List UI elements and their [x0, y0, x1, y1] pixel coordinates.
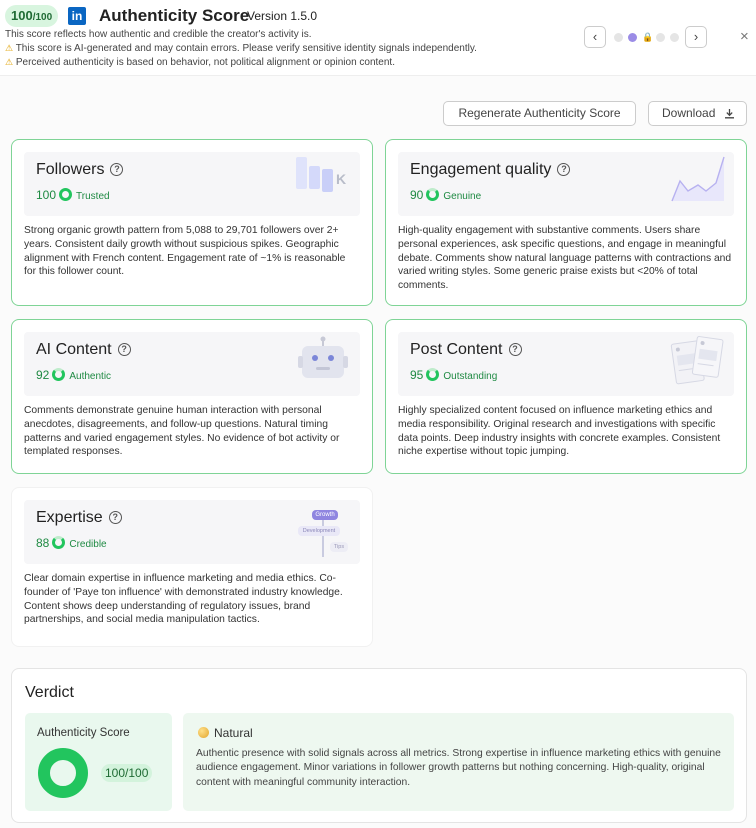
ai-content-score — [36, 368, 111, 382]
warning-icon: ⚠ — [5, 57, 14, 67]
help-icon[interactable]: ? — [118, 343, 131, 356]
header-score-badge — [5, 5, 58, 27]
authenticity-score-value: 100/100 — [101, 764, 152, 782]
post-content-score-value: 95 — [410, 368, 424, 382]
verdict-summary-box — [183, 713, 734, 811]
followers-score — [36, 188, 110, 202]
ai-content-title-text: AI Content — [36, 341, 112, 358]
ai-content-card-header — [24, 332, 360, 396]
engagement-title-text: Engagement quality — [410, 161, 552, 178]
description-text: This score reflects how authentic and credible the creator's activity is. — [5, 29, 312, 40]
opinion-disclaimer-text: Perceived authenticity is based on behavior, not political alignment or opinion content. — [15, 57, 395, 68]
opinion-disclaimer — [5, 57, 395, 68]
post-content-score-label: Outstanding — [443, 371, 498, 382]
help-icon[interactable]: ? — [557, 163, 570, 176]
page-dot[interactable] — [670, 33, 679, 42]
followers-description: Strong organic growth pattern from 5,088 to 29,701 followers over 2+ years. Consistent daily growth without suspicious spikes. Geographic alignment with French content. Engagement rate of ~1% is reasonable for this follower count. — [24, 225, 346, 278]
followers-title — [36, 161, 123, 179]
expertise-title — [36, 509, 122, 527]
post-content-title — [410, 341, 522, 359]
ai-content-title — [36, 341, 131, 359]
followers-card-header — [24, 152, 360, 216]
expertise-title-text: Expertise — [36, 509, 103, 526]
lock-icon: 🔒 — [642, 32, 654, 42]
growth-tag: Growth — [312, 510, 338, 520]
linkedin-icon: in — [68, 7, 86, 25]
prev-button[interactable]: ‹ — [584, 26, 606, 48]
download-button[interactable] — [648, 101, 747, 126]
score-ring-icon — [52, 368, 65, 381]
help-icon[interactable]: ? — [109, 511, 122, 524]
posts-icon — [670, 334, 724, 399]
score-ring-icon — [52, 536, 65, 549]
authenticity-score-label: Authenticity Score — [37, 727, 130, 739]
page-dot[interactable] — [656, 33, 665, 42]
engagement-score-label: Genuine — [443, 191, 482, 202]
post-content-title-text: Post Content — [410, 341, 503, 358]
expertise-score-label: Credible — [69, 539, 107, 550]
header-score-max: /100 — [32, 12, 53, 23]
followers-title-text: Followers — [36, 161, 105, 178]
header-score-value: 100 — [11, 8, 33, 23]
page-dot-active[interactable] — [628, 33, 637, 42]
thousands-k-icon: K — [336, 171, 347, 187]
engagement-trend-icon — [670, 155, 726, 208]
skills-tree-icon — [296, 510, 376, 564]
natural-badge-icon — [198, 727, 209, 738]
verdict-summary-text: Authentic presence with solid signals across all metrics. Strong expertise in influence marketing ethics with genuine audience engagement. Minor variations in follower growth patterns but nothing concerning. High-quality, original content with meaningful community interaction. — [196, 748, 721, 788]
ai-disclaimer-text: This score is AI-generated and may contain errors. Please verify sensitive identity signals independently. — [15, 43, 477, 54]
engagement-score — [410, 188, 481, 202]
help-icon[interactable]: ? — [509, 343, 522, 356]
page-title: Authenticity Score — [99, 6, 250, 25]
close-icon[interactable]: × — [740, 28, 749, 45]
next-button[interactable]: › — [685, 26, 707, 48]
engagement-title — [410, 161, 570, 179]
ai-content-description: Comments demonstrate genuine human interaction with personal anecdotes, disagreements, and follow-up questions. Natural timing patterns and varied engagement styles. No evidence of bot activity or templated responses. — [24, 405, 340, 458]
followers-score-value: 100 — [36, 188, 57, 202]
post-content-card — [385, 319, 747, 474]
followers-chart-icon — [296, 157, 356, 202]
verdict-title: Verdict — [25, 684, 74, 701]
expertise-score — [36, 536, 107, 550]
score-donut-icon — [38, 748, 88, 798]
expertise-score-value: 88 — [36, 536, 50, 550]
engagement-card — [385, 139, 747, 306]
engagement-score-value: 90 — [410, 188, 424, 202]
ai-content-score-value: 92 — [36, 368, 50, 382]
warning-icon: ⚠ — [5, 43, 14, 53]
help-icon[interactable]: ? — [110, 163, 123, 176]
followers-card — [11, 139, 373, 306]
expertise-description: Clear domain expertise in influence marketing and media ethics. Co-founder of 'Paye ton influence' with demonstrated industry knowledge. Content shows deep understanding of regulatory issues, brand partnerships, and social media manipulation tactics. — [24, 573, 343, 626]
followers-score-label: Trusted — [76, 191, 110, 202]
engagement-description: High-quality engagement with substantive comments. Users share personal experiences, ask specific questions, and engage in meaningful debate. Comments show natural language patterns with contractions and varied writing styles. Some generic praise exists but <20% of total comments. — [398, 225, 732, 292]
ai-content-card — [11, 319, 373, 474]
version-label: Version 1.5.0 — [247, 9, 318, 23]
authenticity-score-box — [25, 713, 172, 811]
ai-content-score-label: Authentic — [69, 371, 112, 382]
post-content-card-header — [398, 332, 734, 396]
tips-tag: Tips — [330, 542, 348, 552]
regenerate-button[interactable]: Regenerate Authenticity Score — [443, 101, 636, 126]
expertise-card — [11, 487, 373, 647]
score-ring-icon — [426, 368, 439, 381]
header — [0, 0, 756, 76]
robot-icon — [296, 336, 350, 387]
post-content-score — [410, 368, 497, 382]
expertise-card-header — [24, 500, 360, 564]
page-dot[interactable] — [614, 33, 623, 42]
download-label: Download — [662, 106, 716, 120]
engagement-card-header — [398, 152, 734, 216]
post-content-description: Highly specialized content focused on influence marketing ethics and media responsibility. Original research and investigations with specific data points. Deep industry insights with concrete examples. Consistent niche expertise without topic jumping. — [398, 405, 721, 458]
download-icon — [724, 108, 735, 119]
verdict-natural-title: Natural — [214, 726, 253, 740]
score-ring-icon — [426, 188, 439, 201]
ai-disclaimer — [5, 43, 477, 54]
verdict-section — [11, 668, 747, 823]
development-tag: Development — [298, 526, 340, 536]
score-ring-icon — [59, 188, 72, 201]
